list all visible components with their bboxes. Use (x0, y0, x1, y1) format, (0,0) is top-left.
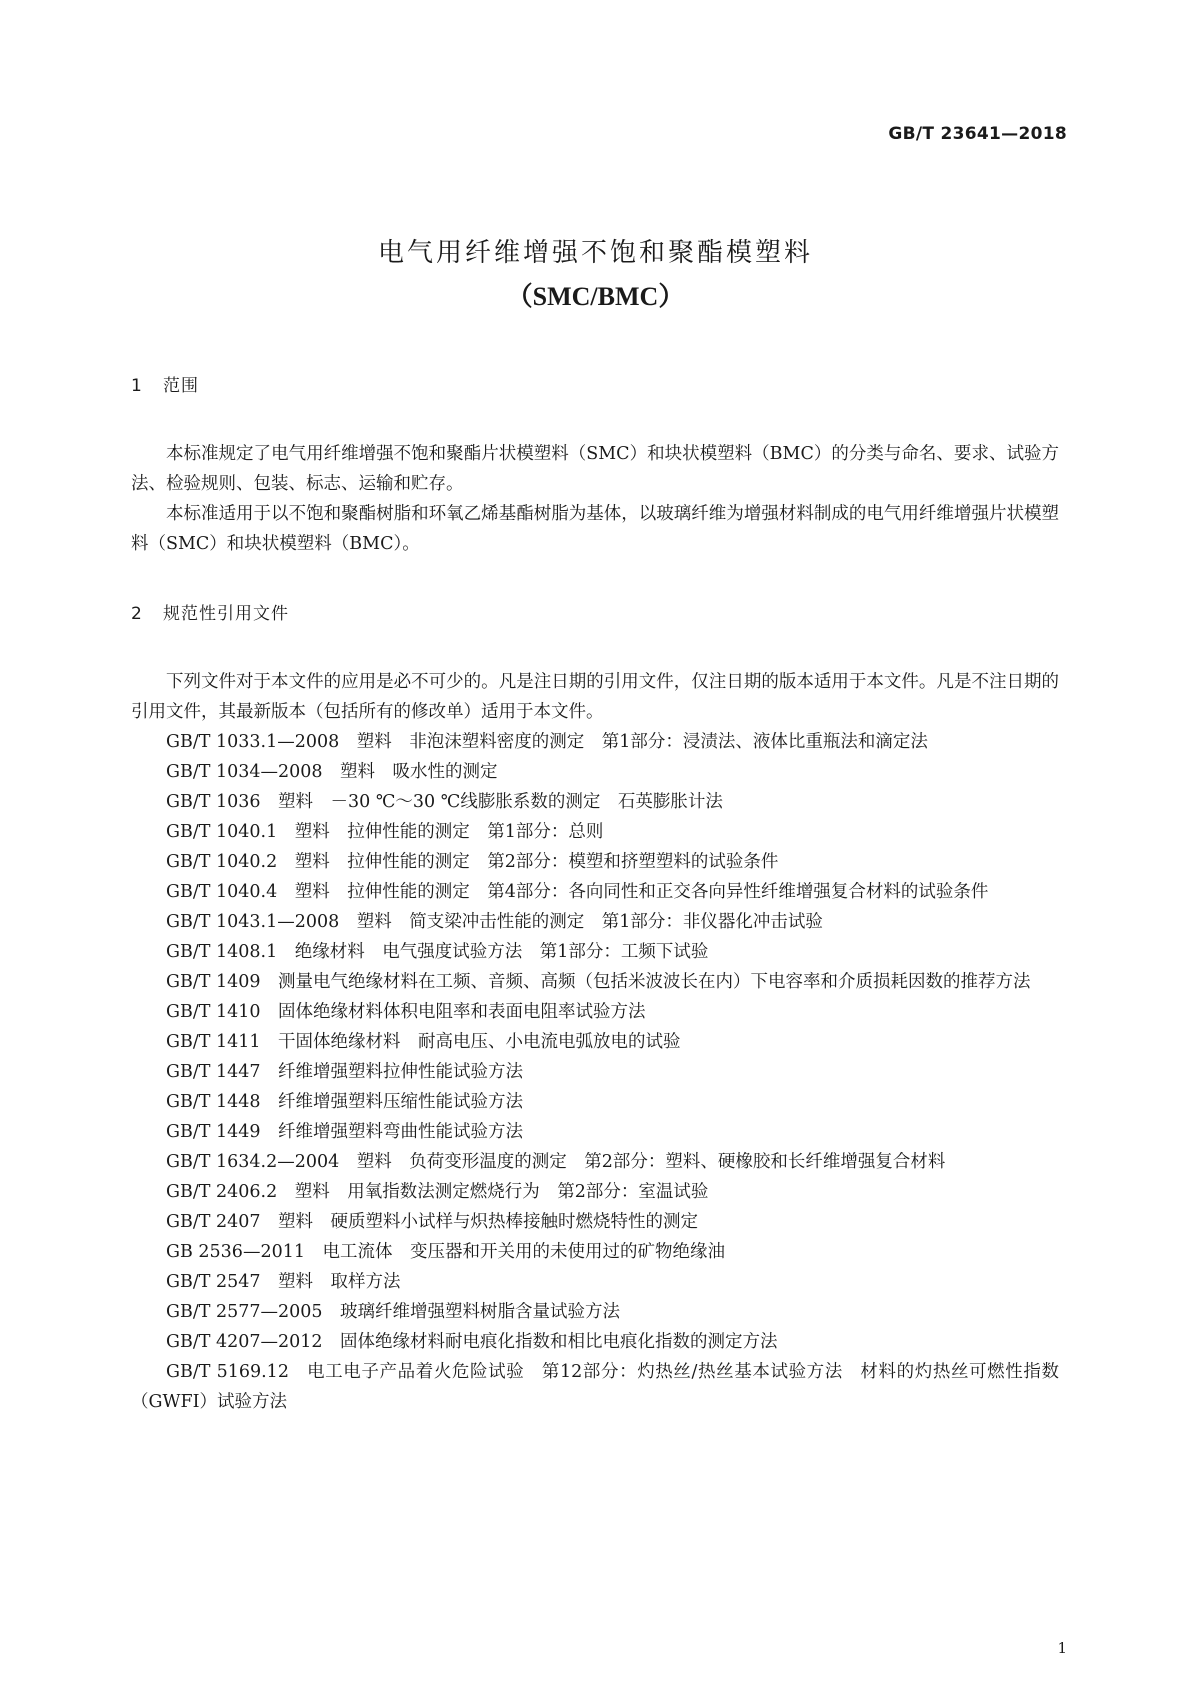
reference-code: GB 2536—2011 (166, 1242, 305, 1262)
reference-code: GB/T 1034—2008 (166, 762, 323, 782)
reference-code: GB/T 1040.1 (166, 822, 278, 842)
reference-title-part: 固体绝缘材料体积电阻率和表面电阻率试验方法 (278, 1002, 646, 1022)
reference-code: GB/T 1449 (166, 1122, 261, 1142)
document-title: 电气用纤维增强不饱和聚酯模塑料 (377, 238, 813, 268)
reference-code: GB/T 1448 (166, 1092, 261, 1112)
reference-title-part: 塑料 (294, 822, 330, 842)
reference-title-part: 纤维增强塑料拉伸性能试验方法 (278, 1062, 524, 1082)
reference-item (131, 877, 1059, 907)
reference-title-part: 变压器和开关用的未使用过的矿物绝缘油 (409, 1242, 725, 1262)
reference-title-part: 纤维增强塑料弯曲性能试验方法 (278, 1122, 524, 1142)
section-heading-scope (131, 371, 1059, 401)
reference-code: GB/T 1409 (166, 972, 261, 992)
reference-title-part: 第2部分：塑料、硬橡胶和长纤维增强复合材料 (584, 1152, 946, 1172)
reference-title-part: 塑料 (278, 1272, 314, 1292)
reference-item (131, 967, 1059, 997)
scope-paragraph: 本标准适用于以不饱和聚酯树脂和环氧乙烯基酯树脂为基体，以玻璃纤维为增强材料制成的电气用纤维增强片状模塑料（SMC）和块状模塑料（BMC）。 (131, 504, 1059, 554)
section-title: 规范性引用文件 (163, 604, 289, 624)
reference-code: GB/T 2547 (166, 1272, 261, 1292)
reference-title-part: 第1部分：总则 (487, 822, 604, 842)
reference-code: GB/T 1040.2 (166, 852, 278, 872)
reference-item (131, 1237, 1059, 1267)
spacer (131, 401, 1059, 439)
reference-item (131, 1087, 1059, 1117)
reference-item (131, 1147, 1059, 1177)
reference-title-part: 第12部分：灼热丝/热丝基本试验方法 (541, 1362, 843, 1382)
reference-item (131, 1207, 1059, 1237)
reference-title-part: 材料的灼热丝可燃性指数（GWFI）试验方法 (131, 1362, 1059, 1412)
document-body (131, 371, 1059, 1417)
reference-item (131, 1117, 1059, 1147)
document-subtitle: （SMC/BMC） (506, 282, 685, 311)
reference-title-part: 第1部分：非仪器化冲击试验 (601, 912, 823, 932)
reference-title-part: 简支梁冲击性能的测定 (409, 912, 585, 932)
reference-title-part: 电工流体 (322, 1242, 393, 1262)
reference-code: GB/T 2577—2005 (166, 1302, 323, 1322)
reference-code: GB/T 1408.1 (166, 942, 278, 962)
reference-title-part: 硬质塑料小试样与炽热棒接触时燃烧特性的测定 (330, 1212, 699, 1232)
reference-title-part: 干固体绝缘材料 (278, 1032, 401, 1052)
reference-title-part: 用氧指数法测定燃烧行为 (347, 1182, 540, 1202)
reference-code: GB/T 5169.12 (166, 1362, 289, 1382)
reference-title-part: 拉伸性能的测定 (347, 822, 470, 842)
scope-paragraph: 本标准规定了电气用纤维增强不饱和聚酯片状模塑料（SMC）和块状模塑料（BMC）的分类与命名、要求、试验方法、检验规则、包装、标志、运输和贮存。 (131, 444, 1059, 494)
reference-title-part: 塑料 (356, 1152, 392, 1172)
reference-code: GB/T 2407 (166, 1212, 261, 1232)
reference-item (131, 1027, 1059, 1057)
section-number: 1 (131, 376, 142, 396)
reference-item (131, 787, 1059, 817)
reference-item (131, 847, 1059, 877)
reference-title-part: 测量电气绝缘材料在工频、音频、高频（包括米波波长在内）下电容率和介质损耗因数的推荐方法 (278, 972, 1031, 992)
reference-title-part: 吸水性的测定 (392, 762, 498, 782)
reference-item (131, 1297, 1059, 1327)
reference-title-part: 第4部分：各向同性和正交各向异性纤维增强复合材料的试验条件 (487, 882, 989, 902)
reference-code: GB/T 1040.4 (166, 882, 278, 902)
reference-item (131, 937, 1059, 967)
reference-title-part: 电气强度试验方法 (382, 942, 523, 962)
reference-title-part: 取样方法 (330, 1272, 401, 1292)
reference-title-part: 绝缘材料 (294, 942, 365, 962)
page-number: 1 (1057, 1639, 1067, 1657)
reference-code: GB/T 4207—2012 (166, 1332, 323, 1352)
reference-list (131, 727, 1059, 1417)
reference-title-part: 塑料 (356, 732, 392, 752)
references-intro: 下列文件对于本文件的应用是必不可少的。凡是注日期的引用文件，仅注日期的版本适用于本文件。凡是不注日期的引用文件，其最新版本（包括所有的修改单）适用于本文件。 (131, 672, 1059, 722)
reference-code: GB/T 1634.2—2004 (166, 1152, 340, 1172)
reference-title-part: 负荷变形温度的测定 (409, 1152, 567, 1172)
reference-title-part: 耐高电压、小电流电弧放电的试验 (418, 1032, 681, 1052)
reference-code: GB/T 1033.1—2008 (166, 732, 340, 752)
reference-title-part: 第1部分：工频下试验 (539, 942, 709, 962)
reference-code: GB/T 1036 (166, 792, 261, 812)
reference-title-part: 塑料 (278, 792, 314, 812)
spacer (131, 629, 1059, 667)
reference-item (131, 1357, 1059, 1417)
section-number: 2 (131, 604, 142, 624)
reference-item (131, 1267, 1059, 1297)
reference-code: GB/T 1043.1—2008 (166, 912, 340, 932)
reference-title-part: 玻璃纤维增强塑料树脂含量试验方法 (340, 1302, 621, 1322)
reference-item (131, 817, 1059, 847)
reference-item (131, 1177, 1059, 1207)
reference-title-part: 拉伸性能的测定 (347, 852, 470, 872)
reference-title-part: 纤维增强塑料压缩性能试验方法 (278, 1092, 524, 1112)
reference-title-part: 固体绝缘材料耐电痕化指数和相比电痕化指数的测定方法 (340, 1332, 778, 1352)
reference-title-part: 塑料 (294, 882, 330, 902)
reference-title-part: 电工电子产品着火危险试验 (306, 1362, 525, 1382)
reference-code: GB/T 1411 (166, 1032, 261, 1052)
reference-title-part: 第2部分：模塑和挤塑塑料的试验条件 (487, 852, 779, 872)
reference-title-part: －30 ℃～30 ℃线膨胀系数的测定 (330, 792, 601, 812)
reference-item (131, 727, 1059, 757)
reference-title-part: 塑料 (294, 852, 330, 872)
reference-code: GB/T 2406.2 (166, 1182, 278, 1202)
reference-title-part: 第1部分：浸渍法、液体比重瓶法和滴定法 (601, 732, 928, 752)
reference-title-part: 塑料 (278, 1212, 314, 1232)
reference-title-part: 拉伸性能的测定 (347, 882, 470, 902)
reference-title-part: 塑料 (356, 912, 392, 932)
section-title: 范围 (163, 376, 199, 396)
reference-item (131, 757, 1059, 787)
reference-item (131, 907, 1059, 937)
spacer (131, 559, 1059, 599)
reference-item (131, 1057, 1059, 1087)
standard-code: GB/T 23641—2018 (888, 124, 1067, 144)
reference-item (131, 997, 1059, 1027)
reference-title-part: 塑料 (340, 762, 376, 782)
section-heading-references (131, 599, 1059, 629)
reference-title-part: 塑料 (294, 1182, 330, 1202)
reference-code: GB/T 1410 (166, 1002, 261, 1022)
reference-code: GB/T 1447 (166, 1062, 261, 1082)
reference-item (131, 1327, 1059, 1357)
reference-title-part: 石英膨胀计法 (617, 792, 723, 812)
reference-title-part: 非泡沫塑料密度的测定 (409, 732, 585, 752)
reference-title-part: 第2部分：室温试验 (557, 1182, 709, 1202)
